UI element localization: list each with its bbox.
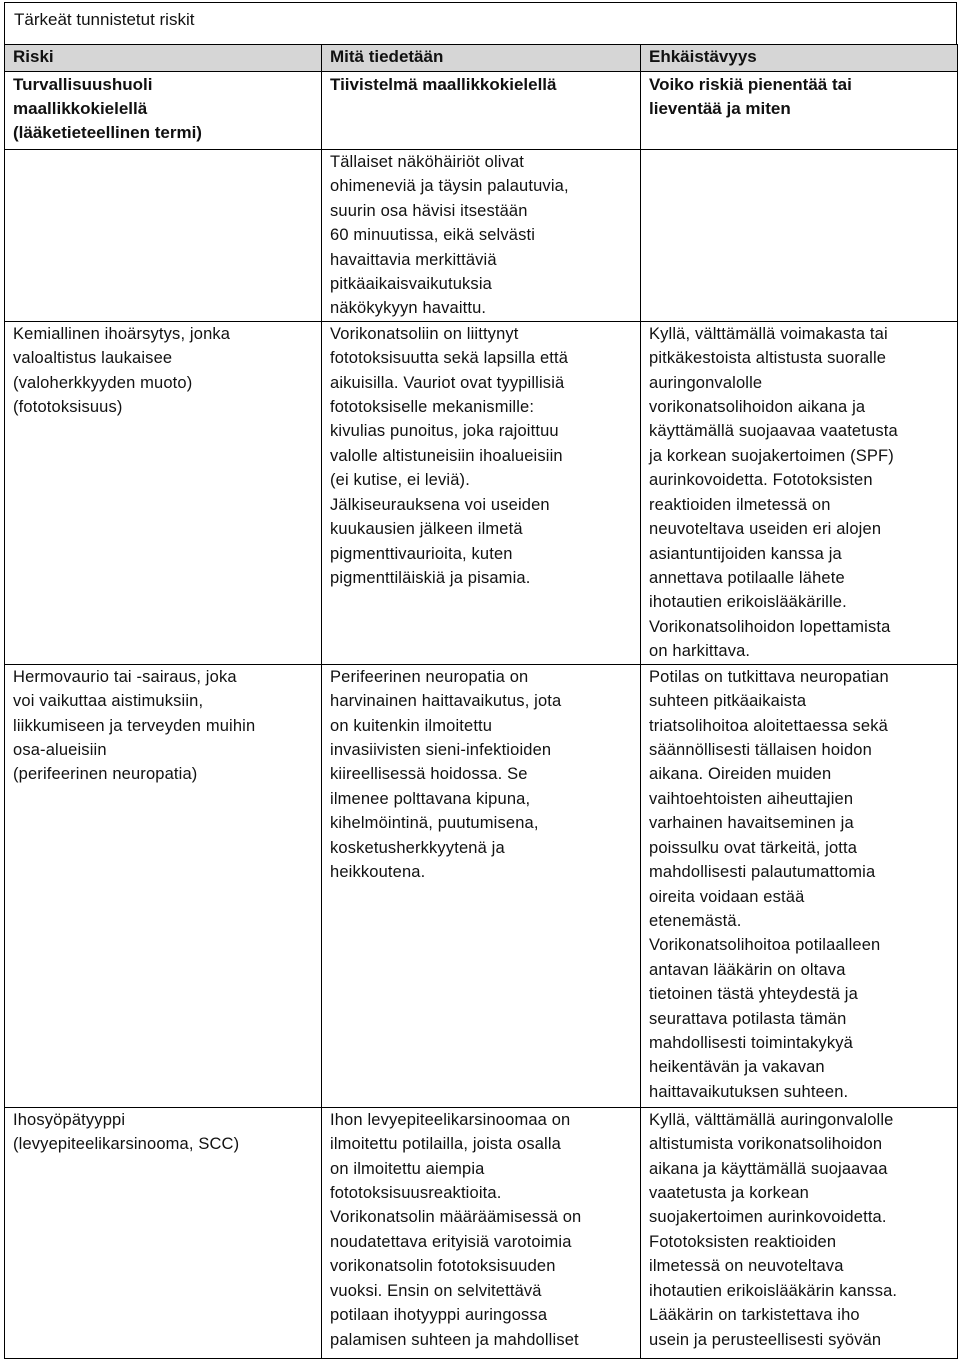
cell-text-line: (fototoksisuus) xyxy=(13,398,123,417)
cell-text-line: vaatetusta ja korkean xyxy=(649,1184,809,1203)
cell-text-line: palamisen suhteen ja mahdolliset xyxy=(330,1330,579,1349)
table-row xyxy=(5,321,958,664)
known-cell xyxy=(322,321,641,664)
cell-text-line: Vorikonatsolihoitoa potilaalleen xyxy=(649,936,881,955)
cell-text-line: Perifeerinen neuropatia on xyxy=(330,667,529,686)
table-title: Tärkeät tunnistetut riskit xyxy=(4,2,957,44)
cell-text-line: harvinainen haittavaikutus, jota xyxy=(330,692,562,711)
cell-text-line: (perifeerinen neuropatia) xyxy=(13,765,198,784)
cell-text-line: mahdollisesti palautumattomia xyxy=(649,863,876,882)
cell-text-line: Hermovaurio tai -sairaus, joka xyxy=(13,667,237,686)
header-known: Mitä tiedetään xyxy=(322,45,641,72)
cell-text-line: säännöllisesti tällaisen hoidon xyxy=(649,741,872,760)
cell-text-line: noudatettava erityisiä varotoimia xyxy=(330,1232,572,1251)
risk-cell xyxy=(5,150,322,322)
subheader-risk-line: Turvallisuushuoli xyxy=(13,75,153,94)
cell-text-line: seurattava potilasta tämän xyxy=(649,1009,847,1028)
cell-text-line: ohimeneviä ja täysin palautuvia, xyxy=(330,177,569,196)
cell-text-line: aikana. Oireiden muiden xyxy=(649,765,832,784)
cell-text-line: vuoksi. Ensin on selvitettävä xyxy=(330,1281,542,1300)
cell-text-line: aikana ja käyttämällä suojaavaa xyxy=(649,1159,888,1178)
cell-text-line: asiantuntijoiden kanssa ja xyxy=(649,544,842,563)
cell-text-line: pigmenttivaurioita, kuten xyxy=(330,544,513,563)
cell-text-line: varhainen havaitseminen ja xyxy=(649,814,854,833)
cell-text-line: vorikonatsolihoidon aikana ja xyxy=(649,398,866,417)
cell-text-line: on kuitenkin ilmoitettu xyxy=(330,716,493,735)
header-row xyxy=(5,45,958,72)
prevention-cell xyxy=(641,1107,958,1358)
subheader-prevention xyxy=(641,72,958,150)
cell-text-line: Fototoksisten reaktioiden xyxy=(649,1232,837,1251)
cell-text-line: ihotautien erikoislääkärille. xyxy=(649,593,847,612)
cell-text-line: (valoherkkyyden muoto) xyxy=(13,373,193,392)
cell-text-line: reaktioiden ilmetessä on xyxy=(649,495,831,514)
cell-text-line: altistumista vorikonatsolihoidon xyxy=(649,1135,883,1154)
cell-text-line: ja korkean suojakertoimen (SPF) xyxy=(649,446,894,465)
cell-text-line: tietoinen tästä yhteydestä ja xyxy=(649,985,858,1004)
cell-text-line: valolle altistuneisiin ihoalueisiin xyxy=(330,446,563,465)
table-row xyxy=(5,150,958,322)
cell-text-line: (ei kutise, ei leviä). xyxy=(330,471,470,490)
prevention-cell xyxy=(641,321,958,664)
cell-text-line: vorikonatsolin fototoksisuuden xyxy=(330,1257,556,1276)
cell-text-line: Tällaiset näköhäiriöt olivat xyxy=(330,153,525,171)
table-row xyxy=(5,1107,958,1358)
cell-text-line: heikkoutena. xyxy=(330,863,426,882)
subheader-known-line: Tiivistelmä maallikkokielellä xyxy=(330,75,557,94)
cell-text-line: poissulku ovat tärkeitä, jotta xyxy=(649,838,858,857)
cell-text-line: käyttämällä suojaavaa vaatetusta xyxy=(649,422,898,441)
cell-text-line: pigmenttiläiskiä ja pisamia. xyxy=(330,568,531,587)
known-cell xyxy=(322,664,641,1107)
cell-text-line: Vorikonatsoliin on liittynyt xyxy=(330,324,519,343)
subheader-risk-line: maallikkokielellä xyxy=(13,99,148,118)
cell-text-line: suhteen pitkäaikaista xyxy=(649,692,807,711)
risk-cell xyxy=(5,321,322,664)
risk-cell xyxy=(5,664,322,1107)
header-risk: Riski xyxy=(5,45,322,72)
cell-text-line: ilmoitettu potilailla, joista osalla xyxy=(330,1135,562,1154)
cell-text-line: auringonvalolle xyxy=(649,373,763,392)
cell-text-line: suurin osa hävisi itsestään xyxy=(330,201,528,220)
cell-text-line: aurinkovoidetta. Fototoksisten xyxy=(649,471,873,490)
prevention-cell xyxy=(641,664,958,1107)
cell-text-line: kivulias punoitus, joka rajoittuu xyxy=(330,422,559,441)
prevention-cell xyxy=(641,150,958,322)
cell-text-line: valoaltistus laukaisee xyxy=(13,349,173,368)
known-cell xyxy=(322,1107,641,1358)
cell-text-line: fototoksiselle mekanismille: xyxy=(330,398,535,417)
known-cell xyxy=(322,150,641,322)
cell-text-line: haittavaikutuksen suhteen. xyxy=(649,1082,849,1101)
cell-text-line: on ilmoitettu aiempia xyxy=(330,1159,485,1178)
cell-text-line: kosketusherkkyytenä ja xyxy=(330,838,505,857)
cell-text-line: Vorikonatsolin määräämisessä on xyxy=(330,1208,582,1227)
cell-text-line: Lääkärin on tarkistettava iho xyxy=(649,1306,860,1325)
cell-text-line: kuukausien jälkeen ilmetä xyxy=(330,520,523,539)
cell-text-line: kiireellisessä hoidossa. Se xyxy=(330,765,528,784)
header-prevention: Ehkäistävyys xyxy=(641,45,958,72)
cell-text-line: Potilas on tutkittava neuropatian xyxy=(649,667,889,686)
cell-text-line: aikuisilla. Vauriot ovat tyypillisiä xyxy=(330,373,565,392)
cell-text-line: Kyllä, välttämällä auringonvalolle xyxy=(649,1110,894,1129)
table-row xyxy=(5,664,958,1107)
cell-text-line: on harkittava. xyxy=(649,642,751,661)
cell-text-line: suojakertoimen aurinkovoidetta. xyxy=(649,1208,887,1227)
risk-document xyxy=(4,2,957,1359)
cell-text-line: oireita voidaan estää xyxy=(649,887,805,906)
cell-text-line: osa-alueisiin xyxy=(13,741,107,760)
cell-text-line: mahdollisesti toimintakykyä xyxy=(649,1033,853,1052)
cell-text-line: Jälkiseurauksena voi useiden xyxy=(330,495,550,514)
cell-text-line: (levyepiteelikarsinooma, SCC) xyxy=(13,1135,240,1154)
cell-text-line: antavan lääkärin on oltava xyxy=(649,960,846,979)
cell-text-line: usein ja perusteellisesti syövän xyxy=(649,1330,882,1349)
cell-text-line: 60 minuutissa, eikä selvästi xyxy=(330,226,536,245)
cell-text-line: Vorikonatsolihoidon lopettamista xyxy=(649,617,891,636)
cell-text-line: pitkäkestoista altistusta suoralle xyxy=(649,349,887,368)
cell-text-line: heikentävän ja vakavan xyxy=(649,1058,825,1077)
cell-text-line: Kyllä, välttämällä voimakasta tai xyxy=(649,324,888,343)
cell-text-line: fototoksisuutta sekä lapsilla että xyxy=(330,349,569,368)
risk-table xyxy=(4,44,958,1359)
cell-text-line: potilaan ihotyyppi auringossa xyxy=(330,1306,548,1325)
cell-text-line: havaittavia merkittäviä xyxy=(330,250,497,269)
cell-text-line: fototoksisuusreaktioita. xyxy=(330,1184,502,1203)
subheader-row xyxy=(5,72,958,150)
cell-text-line: vaihtoehtoisten aiheuttajien xyxy=(649,789,854,808)
cell-text-line: neuvoteltava useiden eri alojen xyxy=(649,520,882,539)
cell-text-line: annettava potilaalle lähete xyxy=(649,568,845,587)
cell-text-line: pitkäaikaisvaikutuksia xyxy=(330,275,492,294)
subheader-risk xyxy=(5,72,322,150)
cell-text-line: ilmenee polttavana kipuna, xyxy=(330,789,531,808)
cell-text-line: liikkumiseen ja terveyden muihin xyxy=(13,716,256,735)
subheader-prevention-line: lieventää ja miten xyxy=(649,99,791,118)
subheader-prevention-line: Voiko riskiä pienentää tai xyxy=(649,75,852,94)
cell-text-line: kihelmöintinä, puutumisena, xyxy=(330,814,539,833)
risk-cell xyxy=(5,1107,322,1358)
cell-text-line: invasiivisten sieni-infektioiden xyxy=(330,741,552,760)
subheader-risk-line: (lääketieteellinen termi) xyxy=(13,123,202,142)
cell-text-line: Ihosyöpätyyppi xyxy=(13,1110,126,1129)
subheader-known xyxy=(322,72,641,150)
cell-text-line: triatsolihoitoa aloitettaessa sekä xyxy=(649,716,888,735)
cell-text-line: ihotautien erikoislääkärin kanssa. xyxy=(649,1281,898,1300)
cell-text-line: voi vaikuttaa aistimuksiin, xyxy=(13,692,204,711)
cell-text-line: Kemiallinen ihoärsytys, jonka xyxy=(13,324,231,343)
cell-text-line: Ihon levyepiteelikarsinoomaa on xyxy=(330,1110,571,1129)
cell-text-line: etenemästä. xyxy=(649,911,742,930)
cell-text-line: näkökykyyn havaittu. xyxy=(330,299,487,318)
cell-text-line: ilmetessä on neuvoteltava xyxy=(649,1257,844,1276)
